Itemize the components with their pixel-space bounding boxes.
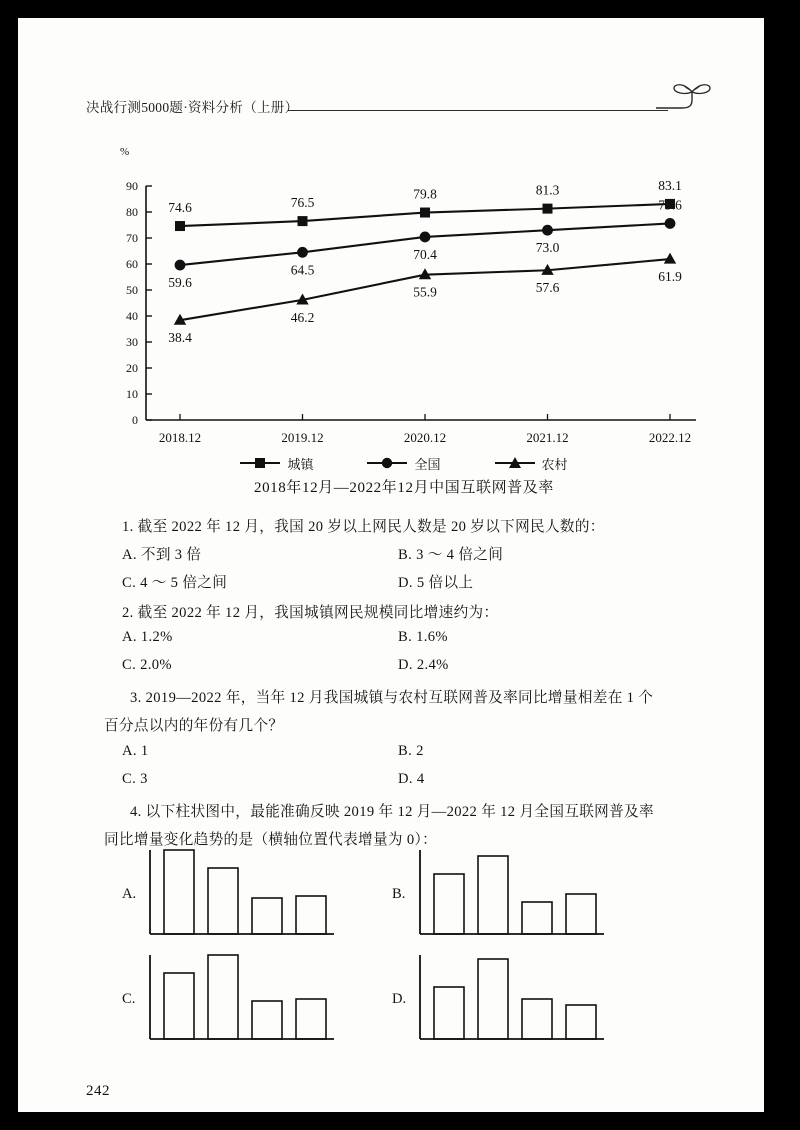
question-3-stem-line-2: 百分点以内的年份有几个？: [104, 718, 284, 734]
y-axis-unit-label: %: [120, 146, 130, 158]
question-4-chart-option-a[interactable]: [122, 846, 352, 942]
question-1-option-a[interactable]: A. 不到 3 倍: [122, 547, 202, 563]
svg-text:73.0: 73.0: [535, 240, 560, 256]
svg-text:40: 40: [126, 309, 138, 323]
question-1-option-d[interactable]: D. 5 倍以上: [398, 575, 474, 591]
document-page: [18, 18, 764, 1112]
running-header: [86, 80, 706, 126]
question-3-option-c[interactable]: C. 3: [122, 771, 148, 787]
svg-text:30: 30: [126, 335, 138, 349]
figure-caption: 2018年12月—2022年12月中国互联网普及率: [253, 480, 554, 496]
question-1-option-c[interactable]: C. 4 ～ 5 倍之间: [122, 575, 228, 591]
square-marker-icon: [240, 456, 280, 470]
option-b-letter: B.: [392, 886, 406, 902]
option-a-bar-chart: [144, 846, 344, 942]
svg-text:55.9: 55.9: [413, 284, 437, 300]
svg-text:76.5: 76.5: [290, 195, 315, 211]
svg-text:38.4: 38.4: [168, 330, 192, 346]
legend-label: 农村: [541, 456, 568, 472]
question-2-option-d[interactable]: D. 2.4%: [398, 657, 449, 673]
svg-text:79.8: 79.8: [413, 186, 437, 202]
option-a-letter: A.: [122, 886, 137, 902]
svg-text:80: 80: [126, 205, 138, 219]
option-d-bar-chart: [414, 951, 614, 1047]
option-c-bar-chart: [144, 951, 344, 1047]
svg-text:83.1: 83.1: [658, 177, 682, 193]
header-title: 决战行测5000题·资料分析（上册）: [86, 100, 299, 115]
svg-text:10: 10: [126, 387, 138, 401]
question-2-option-b[interactable]: B. 1.6%: [398, 629, 448, 645]
svg-text:2020.12: 2020.12: [403, 430, 447, 445]
question-4-stem-line-1: 4. 以下柱状图中，最能准确反映 2019 年 12 月—2022 年 12 月全国互联网普及率: [130, 804, 654, 820]
question-1-stem: 1. 截至 2022 年 12 月，我国 20 岁以上网民人数是 20 岁以下网民人数的：: [122, 519, 605, 535]
question-2-stem: 2. 截至 2022 年 12 月，我国城镇网民规模同比增速约为：: [122, 605, 499, 621]
option-d-letter: D.: [392, 991, 407, 1007]
sprout-leaf-icon: [656, 78, 716, 120]
svg-text:20: 20: [126, 361, 138, 375]
circle-marker-icon: [367, 456, 407, 470]
question-1-option-b[interactable]: B. 3 ～ 4 倍之间: [398, 547, 504, 563]
question-4-chart-option-c[interactable]: [122, 951, 352, 1047]
internet-penetration-line-chart: [104, 146, 704, 446]
svg-text:59.6: 59.6: [168, 275, 192, 291]
chart-plot-area: [104, 146, 704, 446]
svg-text:81.3: 81.3: [535, 182, 560, 198]
svg-text:75.6: 75.6: [658, 197, 682, 213]
svg-text:0: 0: [132, 413, 138, 427]
question-4-chart-option-d[interactable]: [392, 951, 622, 1047]
svg-text:64.5: 64.5: [290, 262, 315, 278]
question-4-chart-option-b[interactable]: [392, 846, 622, 942]
legend-item-城镇: [240, 454, 313, 473]
question-4-stem-line-2: 同比增量变化趋势的是（横轴位置代表增量为 0）：: [104, 832, 438, 848]
page-number: 242: [86, 1083, 110, 1099]
svg-text:61.9: 61.9: [658, 269, 682, 285]
svg-text:2018.12: 2018.12: [158, 430, 202, 445]
question-2-option-a[interactable]: A. 1.2%: [122, 629, 173, 645]
svg-text:50: 50: [126, 283, 138, 297]
svg-text:57.6: 57.6: [535, 280, 560, 296]
question-3-stem-line-1: 3. 2019—2022 年，当年 12 月我国城镇与农村互联网普及率同比增量相差在 1 个: [130, 690, 654, 706]
svg-text:60: 60: [126, 257, 138, 271]
chart-legend: [104, 450, 704, 476]
svg-text:70: 70: [126, 231, 138, 245]
svg-text:2021.12: 2021.12: [526, 430, 569, 445]
question-2-option-c[interactable]: C. 2.0%: [122, 657, 172, 673]
triangle-marker-icon: [495, 456, 535, 470]
legend-item-农村: [495, 454, 568, 473]
legend-label: 全国: [414, 456, 441, 472]
svg-text:90: 90: [126, 179, 138, 193]
legend-item-全国: [367, 454, 440, 473]
option-c-letter: C.: [122, 991, 136, 1007]
question-3-option-a[interactable]: A. 1: [122, 743, 149, 759]
svg-text:46.2: 46.2: [290, 309, 315, 325]
svg-text:2022.12: 2022.12: [648, 430, 692, 445]
svg-text:74.6: 74.6: [168, 200, 192, 216]
question-3-option-d[interactable]: D. 4: [398, 771, 425, 787]
svg-text:70.4: 70.4: [413, 246, 437, 262]
header-rule: [288, 110, 668, 111]
svg-text:2019.12: 2019.12: [281, 430, 324, 445]
legend-label: 城镇: [287, 456, 314, 472]
question-3-option-b[interactable]: B. 2: [398, 743, 424, 759]
option-b-bar-chart: [414, 846, 614, 942]
